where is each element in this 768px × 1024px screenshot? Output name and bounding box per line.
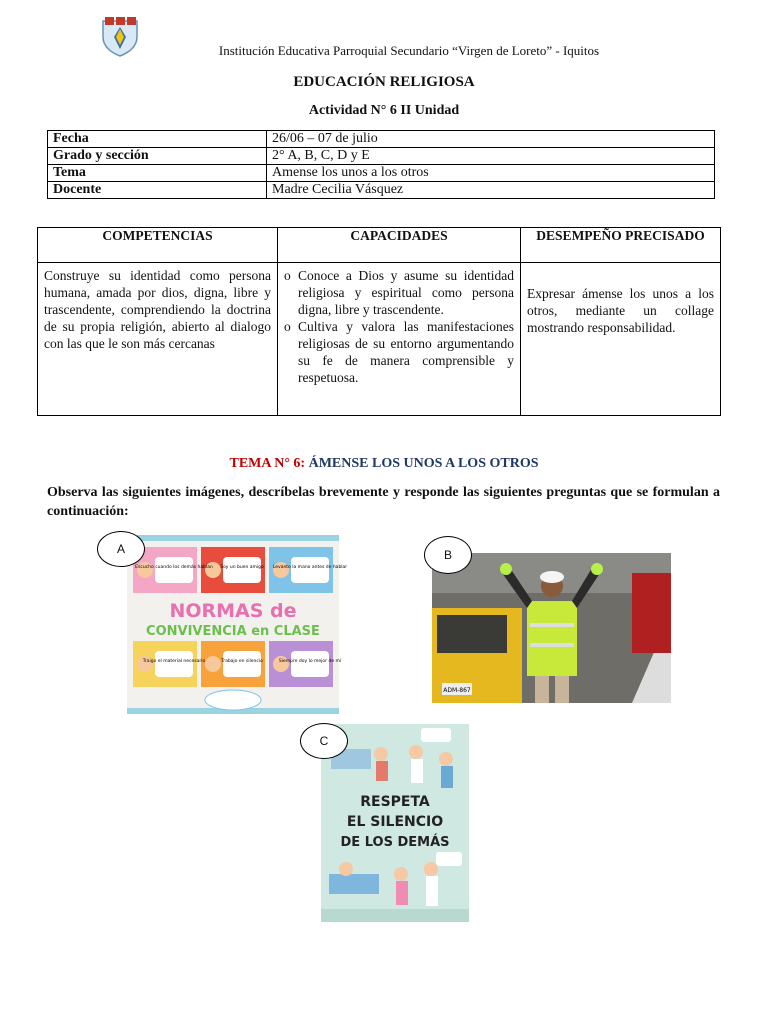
header-competencias: COMPETENCIAS — [38, 228, 278, 263]
table-row — [48, 148, 715, 165]
table-header-row — [38, 228, 721, 263]
card-text: Siempre doy lo mejor de mí — [278, 659, 342, 664]
card-text: Levanto la mano antes de hablar — [272, 565, 348, 570]
subject-title: EDUCACIÓN RELIGIOSA — [293, 74, 475, 90]
poster-line2: EL SILENCIO — [346, 814, 444, 830]
table-row — [48, 165, 715, 182]
label-a-badge: A — [97, 531, 145, 567]
info-table — [47, 130, 715, 199]
topic-prefix: TEMA N° 6: — [229, 456, 309, 471]
label-b-badge: B — [424, 536, 472, 574]
traffic-officer-photo — [432, 553, 671, 703]
capacidad-text: Cultiva y valora las manifestaciones religiosas de su entorno argumentando su fe de manera comprensible y respetuosa. — [298, 319, 514, 385]
list-item — [284, 267, 514, 318]
info-value: Madre Cecilia Vásquez — [267, 182, 715, 199]
label-c-badge: C — [300, 723, 348, 759]
header-capacidades: CAPACIDADES — [278, 228, 521, 263]
capacidad-text: Conoce a Dios y asume su identidad religiosa y espiritual como persona digna, libre y trascendente. — [298, 268, 514, 317]
info-value: 26/06 – 07 de julio — [267, 131, 715, 148]
poster-title: NORMAS de — [169, 600, 297, 622]
info-label: Docente — [48, 182, 267, 199]
poster-line3: DE LOS DEMÁS — [340, 835, 450, 850]
info-value: 2° A, B, C, D y E — [267, 148, 715, 165]
topic-title: ÁMENSE LOS UNOS A LOS OTROS — [308, 456, 539, 471]
table-row — [48, 131, 715, 148]
card-text: Traigo el material necesario — [142, 659, 206, 664]
activity-title: Actividad N° 6 II Unidad — [308, 103, 460, 118]
info-label: Grado y sección — [48, 148, 267, 165]
image-b-traffic-officer — [432, 553, 671, 703]
poster-subtitle: CONVIVENCIA en CLASE — [146, 624, 320, 639]
instructions: Observa las siguientes imágenes, descríbelas brevemente y responde las siguientes preguntas que se formulan a continuación: — [47, 485, 720, 519]
table-row — [38, 263, 721, 416]
card-text: Escucho cuando los demás hablan — [135, 565, 213, 570]
plate-text: ADM-867 — [443, 687, 471, 694]
info-label: Fecha — [48, 131, 267, 148]
info-value: Amense los unos a los otros — [267, 165, 715, 182]
info-label: Tema — [48, 165, 267, 182]
classroom-rules-poster — [127, 535, 348, 714]
list-item — [284, 318, 514, 386]
respect-silence-poster — [321, 724, 469, 922]
bullet-icon: o — [284, 319, 291, 334]
header-desempeno: DESEMPEÑO PRECISADO — [521, 228, 721, 263]
bullet-icon: o — [284, 268, 291, 283]
institution-name: Institución Educativa Parroquial Secundario “Virgen de Loreto” - Iquitos — [218, 43, 600, 58]
card-text: Trabajo en silencio — [221, 659, 263, 664]
table-row — [48, 182, 715, 199]
desempeno-text: Expresar ámense los unos a los otros, mediante un collage mostrando responsabilidad. — [521, 263, 721, 416]
capacidades-cell — [278, 263, 521, 416]
competencia-text: Construye su identidad como persona humana, amada por dios, digna, libre y trascendente, comprendiendo la doctrina de su propia religión, abierto al dialogo con las que le son más cercanas — [38, 263, 278, 416]
topic-heading — [0, 456, 768, 472]
image-c-silence — [321, 724, 469, 922]
card-text: Soy un buen amigo — [220, 565, 264, 570]
competencies-table — [37, 227, 721, 416]
poster-line1: RESPETA — [360, 794, 430, 810]
image-a-normas — [127, 535, 348, 714]
